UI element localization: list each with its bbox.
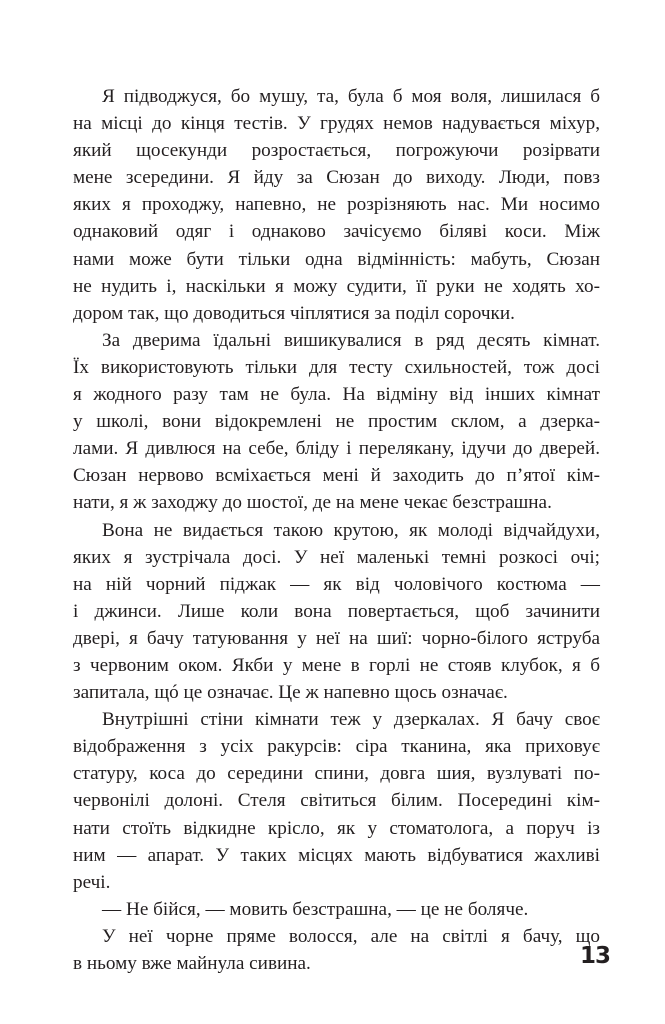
body-text: [73, 83, 600, 977]
text-line: У неї чорне пряме волосся, але на світлі я бачу, що: [102, 925, 600, 947]
text-line: нати, я ж заходжу до шостої, де на мене чекає безстрашна.: [73, 492, 552, 514]
text-line: на місці до кінця тестів. У грудях немов надувається міхур,: [73, 113, 600, 135]
text-line: Внутрішні стіни кімнати теж у дзеркалах. Я бачу своє: [102, 709, 600, 731]
text-line: — Не бійся, — мовить безстрашна, — це не боляче.: [102, 898, 529, 920]
text-line: Їх використовують тільки для тесту схильностей, тож досі: [73, 356, 600, 378]
text-line: двері, я бачу татуювання у неї на шиї: чорно-білого яструба: [73, 627, 600, 649]
text-line: яких я проходжу, напевно, не розрізняють нас. Ми носимо: [73, 194, 600, 216]
text-line: нами може бути тільки одна відмінність: мабуть, Сюзан: [73, 248, 600, 270]
text-line: яких я зустрічала досі. У неї маленькі темні розкосі очі;: [73, 546, 600, 568]
text-line: в ньому вже майнула сивина.: [73, 953, 311, 974]
text-line: який щосекунди розростається, погрожуючи розірвати: [73, 140, 600, 162]
text-line: я жодного разу там не була. На відміну від інших кімнат: [73, 384, 600, 406]
paragraph: [73, 923, 600, 977]
text-line: відображення з усіх ракурсів: сіра тканина, яка приховує: [73, 736, 600, 758]
text-line: ним — апарат. У таких місцях мають відбуватися жахливі: [73, 844, 600, 866]
text-line: запитала, щó це означає. Це ж напевно щось означає.: [73, 682, 508, 704]
text-line: За дверима їдальні вишикувалися в ряд десять кімнат.: [102, 329, 600, 351]
text-line: і джинси. Лише коли вона повертається, щоб зачинити: [73, 600, 600, 622]
text-line: Сюзан нервово всміхається мені й заходить до п’ятої кім-: [73, 465, 600, 487]
text-line: з червоним оком. Якби у мене в горлі не стояв клубок, я б: [73, 654, 600, 676]
text-line: мене зсередини. Я йду за Сюзан до виходу. Люди, повз: [73, 167, 600, 189]
paragraph: [73, 706, 600, 896]
text-line: нати стоїть відкидне крісло, як у стоматолога, а поруч із: [73, 817, 600, 839]
text-line: Вона не видається такою крутою, як молоді відчайдухи,: [102, 519, 600, 541]
text-line: статуру, коса до середини спини, довга шия, вузлуваті по-: [73, 763, 600, 785]
text-line: лами. Я дивлюся на себе, бліду і перелякану, ідучи до дверей.: [73, 438, 600, 460]
text-line: червонілі долоні. Стеля світиться білим. Посередині кім-: [73, 790, 600, 812]
text-line: у школі, вони відокремлені не простим склом, а дзерка-: [73, 411, 600, 433]
text-line: на ній чорний піджак — як від чоловічого костюма —: [73, 573, 600, 595]
text-line: Я підводжуся, бо мушу, та, була б моя воля, лишилася б: [102, 86, 600, 107]
paragraph: [73, 517, 600, 707]
paragraph: [73, 83, 600, 327]
page-number: 13: [580, 943, 611, 969]
text-line: речі.: [73, 871, 111, 893]
paragraph: [73, 896, 600, 923]
text-line: не нудить і, наскільки я можу судити, її руки не ходять хо-: [73, 275, 600, 297]
text-line: однаковий одяг і однаково зачісуємо біляві коси. Між: [73, 221, 600, 243]
text-line: дором так, що доводиться чіплятися за поділ сорочки.: [73, 302, 515, 324]
paragraph: [73, 327, 600, 517]
